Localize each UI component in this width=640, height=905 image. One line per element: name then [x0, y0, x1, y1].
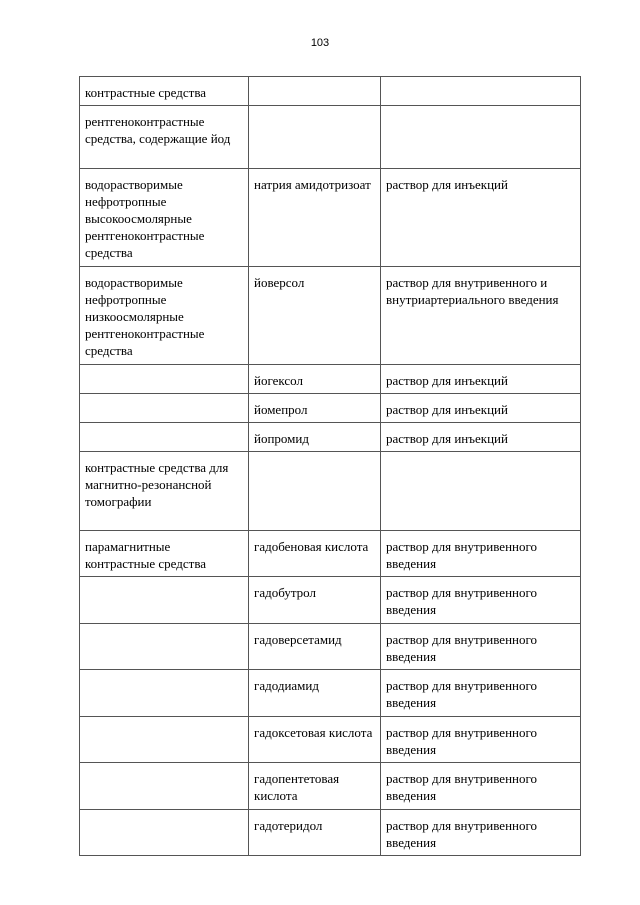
table-row	[80, 423, 581, 452]
table-cell-form	[381, 106, 581, 169]
table-cell-drug	[249, 106, 381, 169]
table-cell-form: раствор для инъекций	[381, 365, 581, 394]
table-cell-form: раствор для внутривенного введения	[381, 763, 581, 810]
table-cell-drug: гадодиамид	[249, 670, 381, 717]
page-number: 103	[310, 37, 330, 49]
table-cell-form: раствор для внутривенного введения	[381, 670, 581, 717]
table-row	[80, 452, 581, 531]
table-row	[80, 77, 581, 106]
table-cell-group: водорастворимые нефротропные низкоосмолярные рентгеноконтрастные средства	[80, 267, 249, 365]
table-cell-group	[80, 763, 249, 810]
table-row	[80, 810, 581, 856]
table-cell-drug: гадоверсетамид	[249, 624, 381, 670]
table-cell-group: контрастные средства для магнитно-резонансной томографии	[80, 452, 249, 531]
table-cell-drug: йоверсол	[249, 267, 381, 365]
table-cell-form: раствор для внутривенного введения	[381, 717, 581, 763]
table-cell-drug: гадобеновая кислота	[249, 531, 381, 577]
table-cell-group	[80, 365, 249, 394]
table-row	[80, 717, 581, 763]
table-cell-group: контрастные средства	[80, 77, 249, 106]
table-row	[80, 531, 581, 577]
table-cell-form: раствор для инъекций	[381, 423, 581, 452]
table-cell-form: раствор для внутривенного введения	[381, 577, 581, 624]
table-cell-group	[80, 717, 249, 763]
table-row	[80, 365, 581, 394]
table-cell-group	[80, 810, 249, 856]
table-row	[80, 169, 581, 267]
table-cell-drug: натрия амидотризоат	[249, 169, 381, 267]
table-row	[80, 394, 581, 423]
table-cell-drug: гадоксетовая кислота	[249, 717, 381, 763]
table-row	[80, 106, 581, 169]
table-cell-form	[381, 452, 581, 531]
table-cell-drug: йогексол	[249, 365, 381, 394]
table-row	[80, 763, 581, 810]
table-cell-form: раствор для инъекций	[381, 394, 581, 423]
table-cell-form: раствор для внутривенного введения	[381, 624, 581, 670]
table-row	[80, 267, 581, 365]
table-row	[80, 670, 581, 717]
table-row	[80, 577, 581, 624]
table-cell-group	[80, 577, 249, 624]
table-cell-drug: йомепрол	[249, 394, 381, 423]
table-cell-form: раствор для внутривенного введения	[381, 810, 581, 856]
table-row	[80, 624, 581, 670]
table-cell-form: раствор для внутривенного и внутриартериального введения	[381, 267, 581, 365]
table-cell-drug: гадобутрол	[249, 577, 381, 624]
table-cell-group	[80, 394, 249, 423]
table-cell-drug: гадотеридол	[249, 810, 381, 856]
table-cell-group	[80, 670, 249, 717]
table-cell-drug: йопромид	[249, 423, 381, 452]
table-cell-drug	[249, 452, 381, 531]
table-cell-group: водорастворимые нефротропные высокоосмолярные рентгеноконтрастные средства	[80, 169, 249, 267]
table-cell-group: парамагнитные контрастные средства	[80, 531, 249, 577]
table-cell-form: раствор для внутривенного введения	[381, 531, 581, 577]
table-cell-group: рентгеноконтрастные средства, содержащие йод	[80, 106, 249, 169]
table-cell-drug	[249, 77, 381, 106]
drug-table	[79, 76, 581, 856]
table-cell-form	[381, 77, 581, 106]
table-cell-form: раствор для инъекций	[381, 169, 581, 267]
table-cell-drug: гадопентетовая кислота	[249, 763, 381, 810]
table-cell-group	[80, 624, 249, 670]
table-cell-group	[80, 423, 249, 452]
